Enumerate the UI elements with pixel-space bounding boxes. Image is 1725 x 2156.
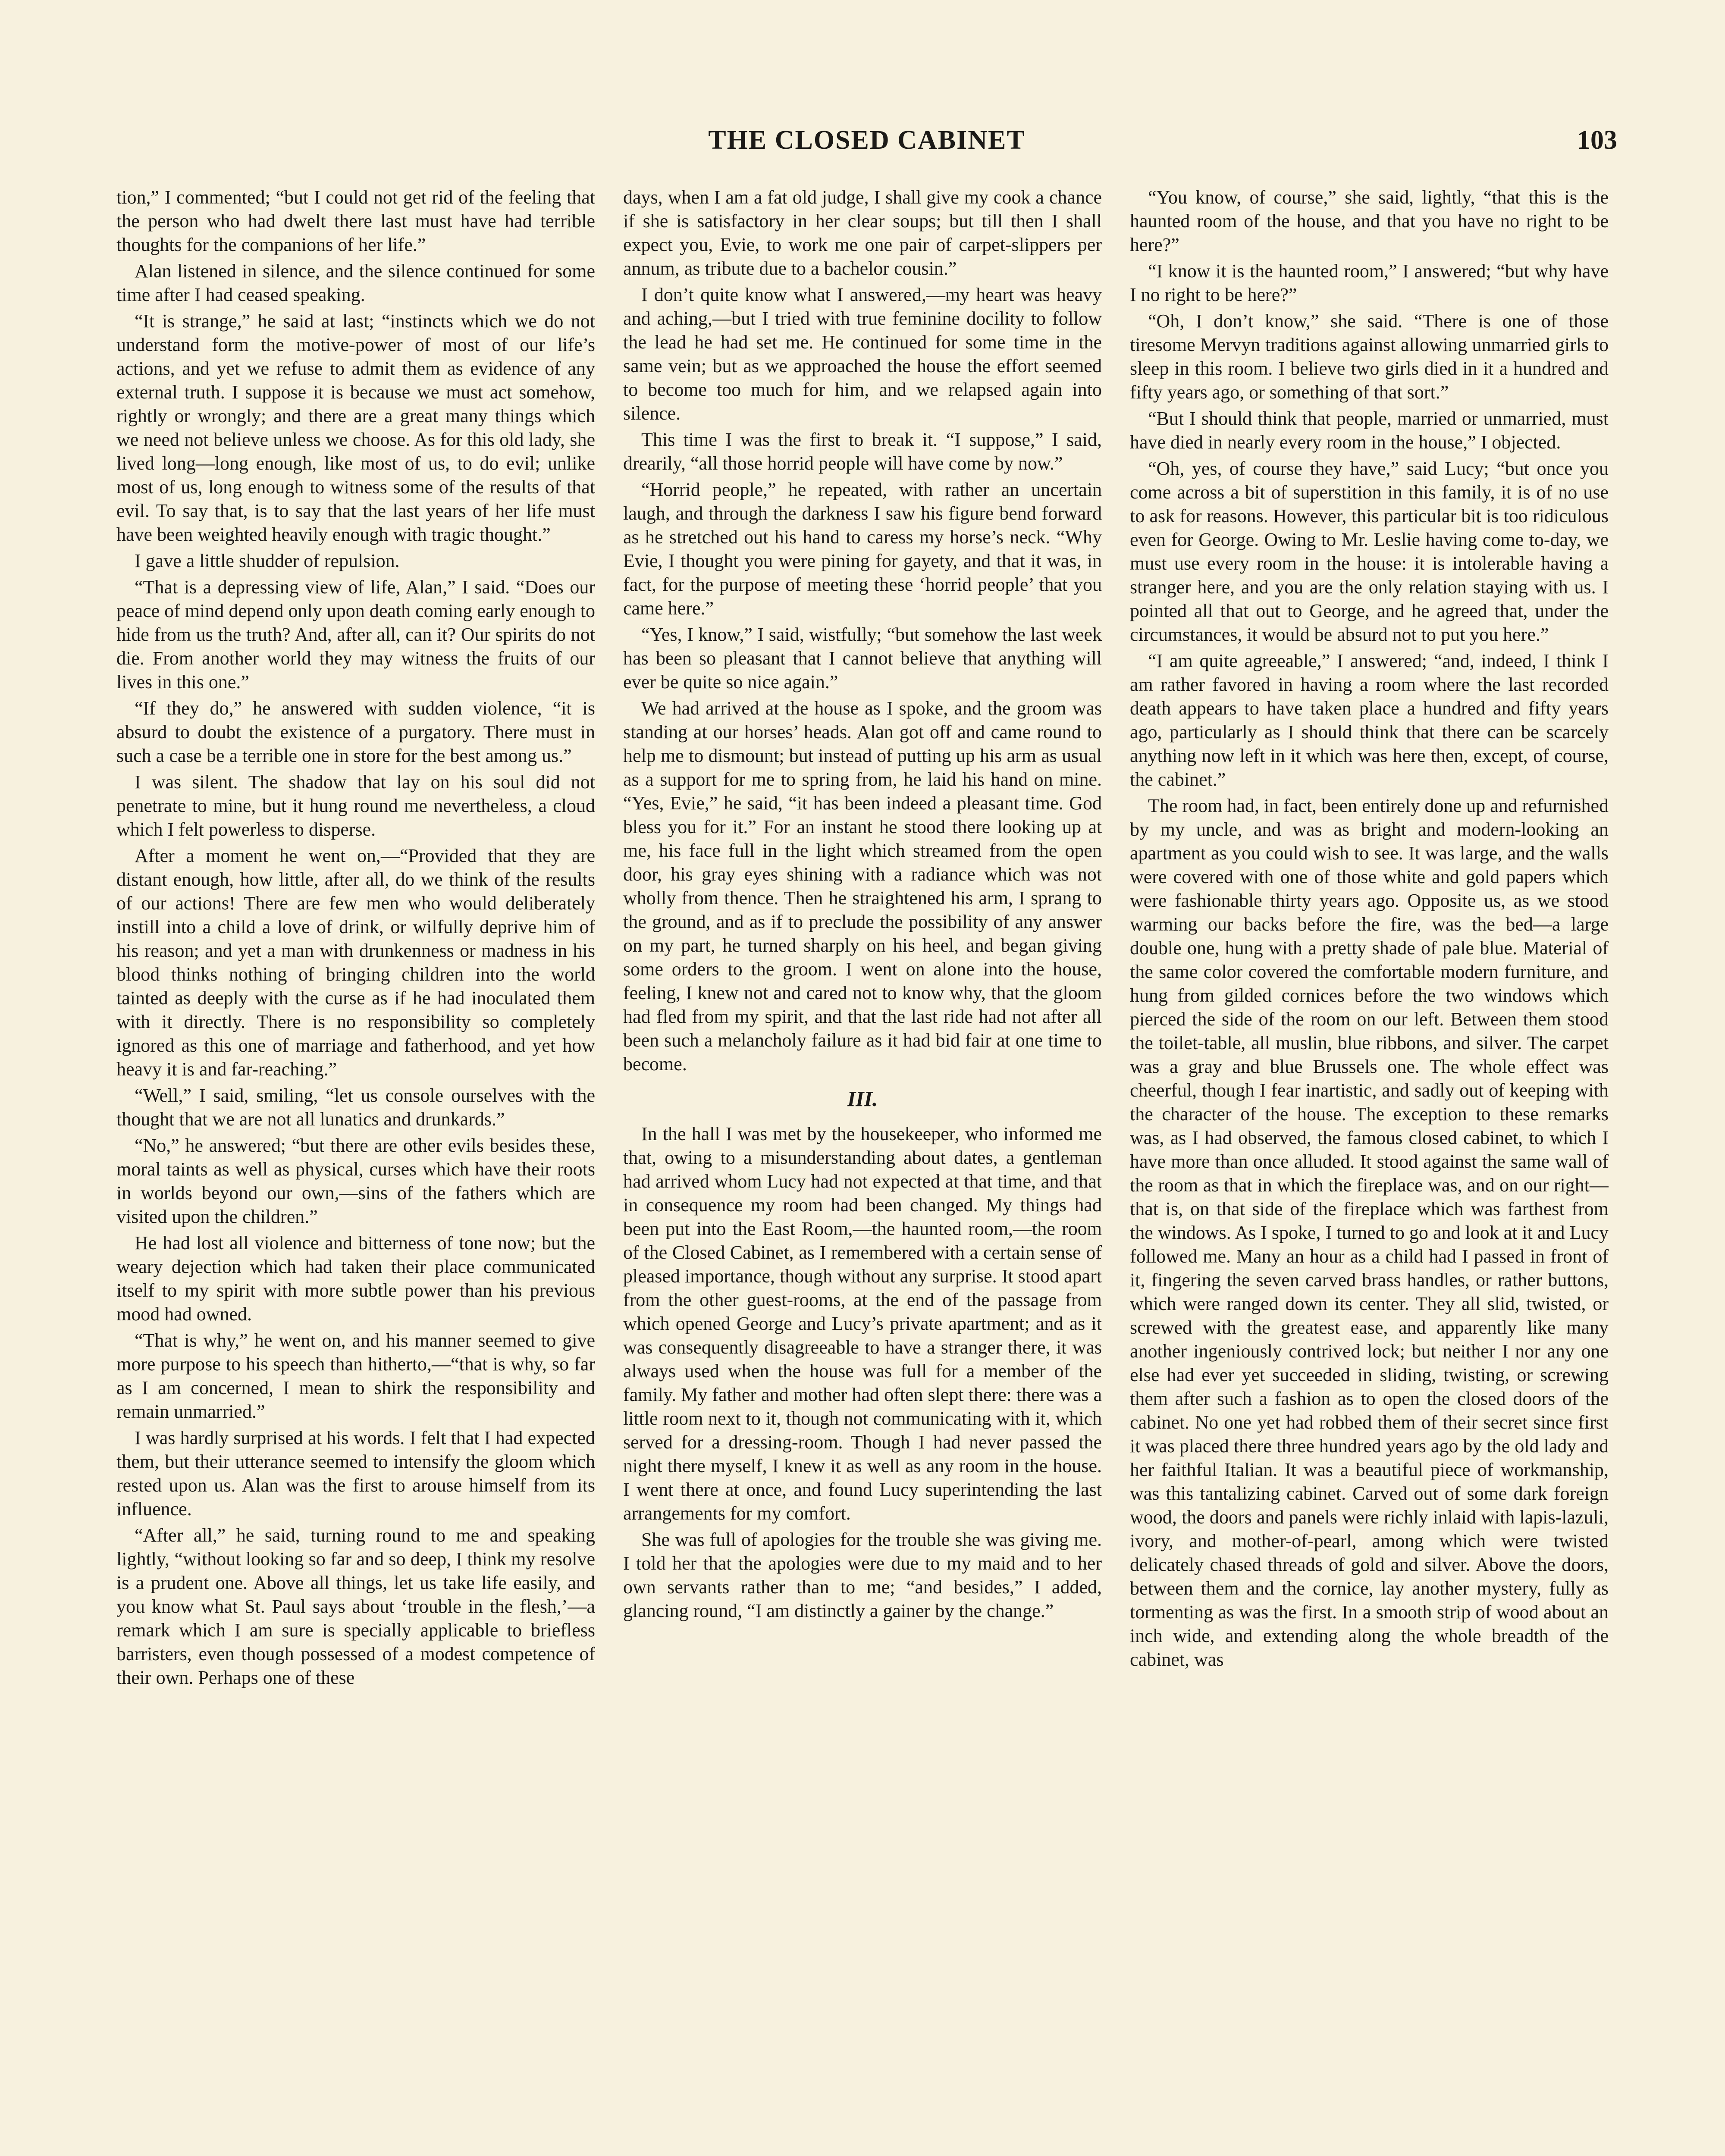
text-column-2 xyxy=(623,185,1102,2156)
paragraph: “Oh, yes, of course they have,” said Lucy; “but once you come across a bit of superstition in this family, it is of no use to ask for reasons. However, this particular bit is too ridiculous even for George. Owing to Mr. Leslie having come to-day, we must use every room in the house: it is intolerable having a stranger here, and you are the only relation staying with us. I pointed all that out to George, and he agreed that, under the circumstances, it would be absurd not to put you here.” xyxy=(1130,458,1609,645)
paragraph: days, when I am a fat old judge, I shall give my cook a chance if she is satisfactory in her clear soups; but till then I shall expect you, Evie, to work me one pair of carpet-slippers per annum, as tribute due to a bachelor cousin.” xyxy=(623,187,1102,279)
page-header xyxy=(116,123,1617,162)
paragraph: “But I should think that people, married or unmarried, must have died in nearly every room in the house,” I objected. xyxy=(1130,408,1609,453)
paragraph: “Well,” I said, smiling, “let us console ourselves with the thought that we are not all lunatics and drunkards.” xyxy=(116,1085,595,1130)
paragraph: I was hardly surprised at his words. I felt that I had expected them, but their utterance seemed to intensify the gloom which rested upon us. Alan was the first to arouse himself from its influence. xyxy=(116,1427,595,1520)
paragraph: “Oh, I don’t know,” she said. “There is one of those tiresome Mervyn traditions against allowing unmarried girls to sleep in this room. I believe two girls died in it a hundred and fifty years ago, or something of that sort.” xyxy=(1130,310,1609,403)
text-column-1 xyxy=(116,185,595,2156)
paragraph: tion,” I commented; “but I could not get rid of the feeling that the person who had dwelt there last must have had terrible thoughts for the companions of her life.” xyxy=(116,187,595,255)
paragraph: “Horrid people,” he repeated, with rather an uncertain laugh, and through the darkness I saw his figure bend forward as he stretched out his hand to caress my horse’s neck. “Why Evie, I thought you were pining for gayety, and that it was, in fact, for the purpose of meeting these ‘horrid people’ that you came here.” xyxy=(623,479,1102,619)
section-heading: III. xyxy=(847,1087,878,1111)
paragraph: We had arrived at the house as I spoke, and the groom was standing at our horses’ heads. Alan got off and came round to help me to dismount; but instead of putting up his arm as usual as a support for me to spring from, he laid his hand on mine. “Yes, Evie,” he said, “it has been indeed a pleasant time. God bless you for it.” For an instant he stood there looking up at me, his face full in the light which streamed from the open door, his gray eyes shining with a radiance which was not wholly from thence. Then he straightened his arm, I sprang to the ground, and as if to preclude the possibility of any answer on my part, he turned sharply on his heel, and began giving some orders to the groom. I went on alone into the house, feeling, I knew not and cared not to know why, that the gloom had fled from my spirit, and that the last ride had not after all been such a melancholy failure as it had bid fair at one time to become. xyxy=(623,698,1102,1075)
paragraph: “That is why,” he went on, and his manner seemed to give more purpose to his speech than hitherto,—“that is why, so far as I am concerned, I mean to shirk the responsibility and remain unmarried.” xyxy=(116,1330,595,1422)
paragraph: She was full of apologies for the trouble she was giving me. I told her that the apologies were due to my maid and to her own servants rather than to me; “and besides,” I added, glancing round, “I am distinctly a gainer by the change.” xyxy=(623,1529,1102,1621)
paragraph: “That is a depressing view of life, Alan,” I said. “Does our peace of mind depend only upon death coming early enough to hide from us the truth? And, after all, can it? Our spirits do not die. From another world they may witness the fruits of our lives in this one.” xyxy=(116,577,595,693)
paragraph: “No,” he answered; “but there are other evils besides these, moral taints as well as physical, curses which have their roots in worlds beyond our own,—sins of the fathers which are visited upon the children.” xyxy=(116,1135,595,1227)
paragraph: “Yes, I know,” I said, wistfully; “but somehow the last week has been so pleasant that I cannot believe that anything will ever be quite so nice again.” xyxy=(623,624,1102,693)
paragraph: I gave a little shudder of repulsion. xyxy=(135,550,400,571)
text-column-3 xyxy=(1130,185,1609,2156)
paragraph: Alan listened in silence, and the silence continued for some time after I had ceased speaking. xyxy=(116,260,595,305)
paragraph: “If they do,” he answered with sudden violence, “it is absurd to doubt the existence of a purgatory. There must in such a case be a terrible one in store for the best among us.” xyxy=(116,698,595,766)
running-title: THE CLOSED CABINET xyxy=(708,125,1026,155)
page-number: 103 xyxy=(1577,125,1617,155)
paragraph: “You know, of course,” she said, lightly, “that this is the haunted room of the house, and that you have no right to be here?” xyxy=(1130,187,1609,255)
paragraph: “After all,” he said, turning round to me and speaking lightly, “without looking so far and so deep, I think my resolve is a prudent one. Above all things, let us take life easily, and you know what St. Paul says about ‘trouble in the flesh,’—a remark which I am sure is specially applicable to briefless barristers, even though possessed of a modest competence of their own. Perhaps one of these xyxy=(116,1525,595,1688)
paragraph: “It is strange,” he said at last; “instincts which we do not understand form the motive-power of most of our life’s actions, and yet we refuse to admit them as evidence of any external truth. I suppose it is because we must act somehow, rightly or wrongly; and there are a great many things which we need not believe unless we choose. As for this old lady, she lived long—long enough, like most of us, to do evil; unlike most of us, long enough to witness some of the results of that evil. To say that, is to say that the last years of her life must have been weighted heavily enough with tragic thought.” xyxy=(116,310,595,545)
paragraph: “I am quite agreeable,” I answered; “and, indeed, I think I am rather favored in having a room where the last recorded death appears to have taken place a hundred and fifty years ago, particularly as I should think that there can be scarcely anything now left in it which was here then, except, of course, the cabinet.” xyxy=(1130,650,1609,790)
paragraph: He had lost all violence and bitterness of tone now; but the weary dejection which had taken their place communicated itself to my spirit with more subtle power than his previous mood had owned. xyxy=(116,1232,595,1325)
paragraph: After a moment he went on,—“Provided that they are distant enough, how little, after all, do we think of the results of our actions! There are few men who would deliberately instill into a child a love of drink, or wilfully deprive him of his reason; and yet a man with drunkenness or madness in his blood thinks nothing of bringing children into the world tainted as deeply with the curse as if he had inoculated them with it directly. There is no responsibility so completely ignored as this one of marriage and fatherhood, and yet how heavy it is and far-reaching.” xyxy=(116,845,595,1080)
paragraph: The room had, in fact, been entirely done up and refurnished by my uncle, and was as bright and modern-looking an apartment as you could wish to see. It was large, and the walls were covered with one of those white and gold papers which were fashionable thirty years ago. Opposite us, as we stood warming our backs before the fire, was the bed—a large double one, hung with a pretty shade of pale blue. Material of the same color covered the comfortable modern furniture, and hung from gilded cornices before the two windows which pierced the side of the room on our left. Between them stood the toilet-table, all muslin, blue ribbons, and silver. The carpet was a gray and blue Brussels one. The whole effect was cheerful, though I fear inartistic, and sadly out of keeping with the character of the house. The exception to these remarks was, as I had observed, the famous closed cabinet, to which I have more than once alluded. It stood against the same wall of the room as that in which the fireplace was, and on our right—that is, on that side of the fireplace which was farthest from the windows. As I spoke, I turned to go and look at it and Lucy followed me. Many an hour as a child had I passed in front of it, fingering the seven carved brass handles, or rather buttons, which were ranged down its center. They all slid, twisted, or screwed with the greatest ease, and apparently like many another ingeniously contrived lock; but neither I nor any one else had ever yet succeeded in sliding, twisting, or screwing them after such a fashion as to open the closed doors of the cabinet. No one yet had robbed them of their secret since first it was placed there three hundred years ago by the old lady and her faithful Italian. It was a beautiful piece of workmanship, was this tantalizing cabinet. Carved out of some dark foreign wood, the doors and panels were richly inlaid with lapis-lazuli, ivory, and mother-of-pearl, among which were twisted delicately chased threads of gold and silver. Above the doors, between them and the cornice, lay another mystery, fully as tormenting as was the first. In a smooth strip of wood about an inch wide, and extending along the whole breadth of the cabinet, was xyxy=(1130,795,1609,1670)
paragraph: I was silent. The shadow that lay on his soul did not penetrate to mine, but it hung round me nevertheless, a cloud which I felt powerless to disperse. xyxy=(116,771,595,840)
paragraph: “I know it is the haunted room,” I answered; “but why have I no right to be here?” xyxy=(1130,260,1609,305)
paragraph: This time I was the first to break it. “I suppose,” I said, drearily, “all those horrid people will have come by now.” xyxy=(623,429,1102,474)
paragraph: In the hall I was met by the housekeeper, who informed me that, owing to a misunderstanding about dates, a gentleman had arrived whom Lucy had not expected at that time, and that in consequence my room had been changed. My things had been put into the East Room,—the haunted room,—the room of the Closed Cabinet, as I remembered with a certain sense of pleased importance, though without any surprise. It stood apart from the other guest-rooms, at the end of the passage from which opened George and Lucy’s private apartment; and as it was consequently disagreeable to have a stranger there, it was always used when the house was full for a member of the family. My father and mother had often slept there: there was a little room next to it, though not communicating with it, which served for a dressing-room. Though I had never passed the night there myself, I knew it as well as any room in the house. I went there at once, and found Lucy superintending the last arrangements for my comfort. xyxy=(623,1123,1102,1524)
paragraph: I don’t quite know what I answered,—my heart was heavy and aching,—but I tried with true feminine docility to follow the lead he had set me. He continued for some time in the same vein; but as we approached the house the effort seemed to become too much for him, and we relapsed again into silence. xyxy=(623,284,1102,424)
